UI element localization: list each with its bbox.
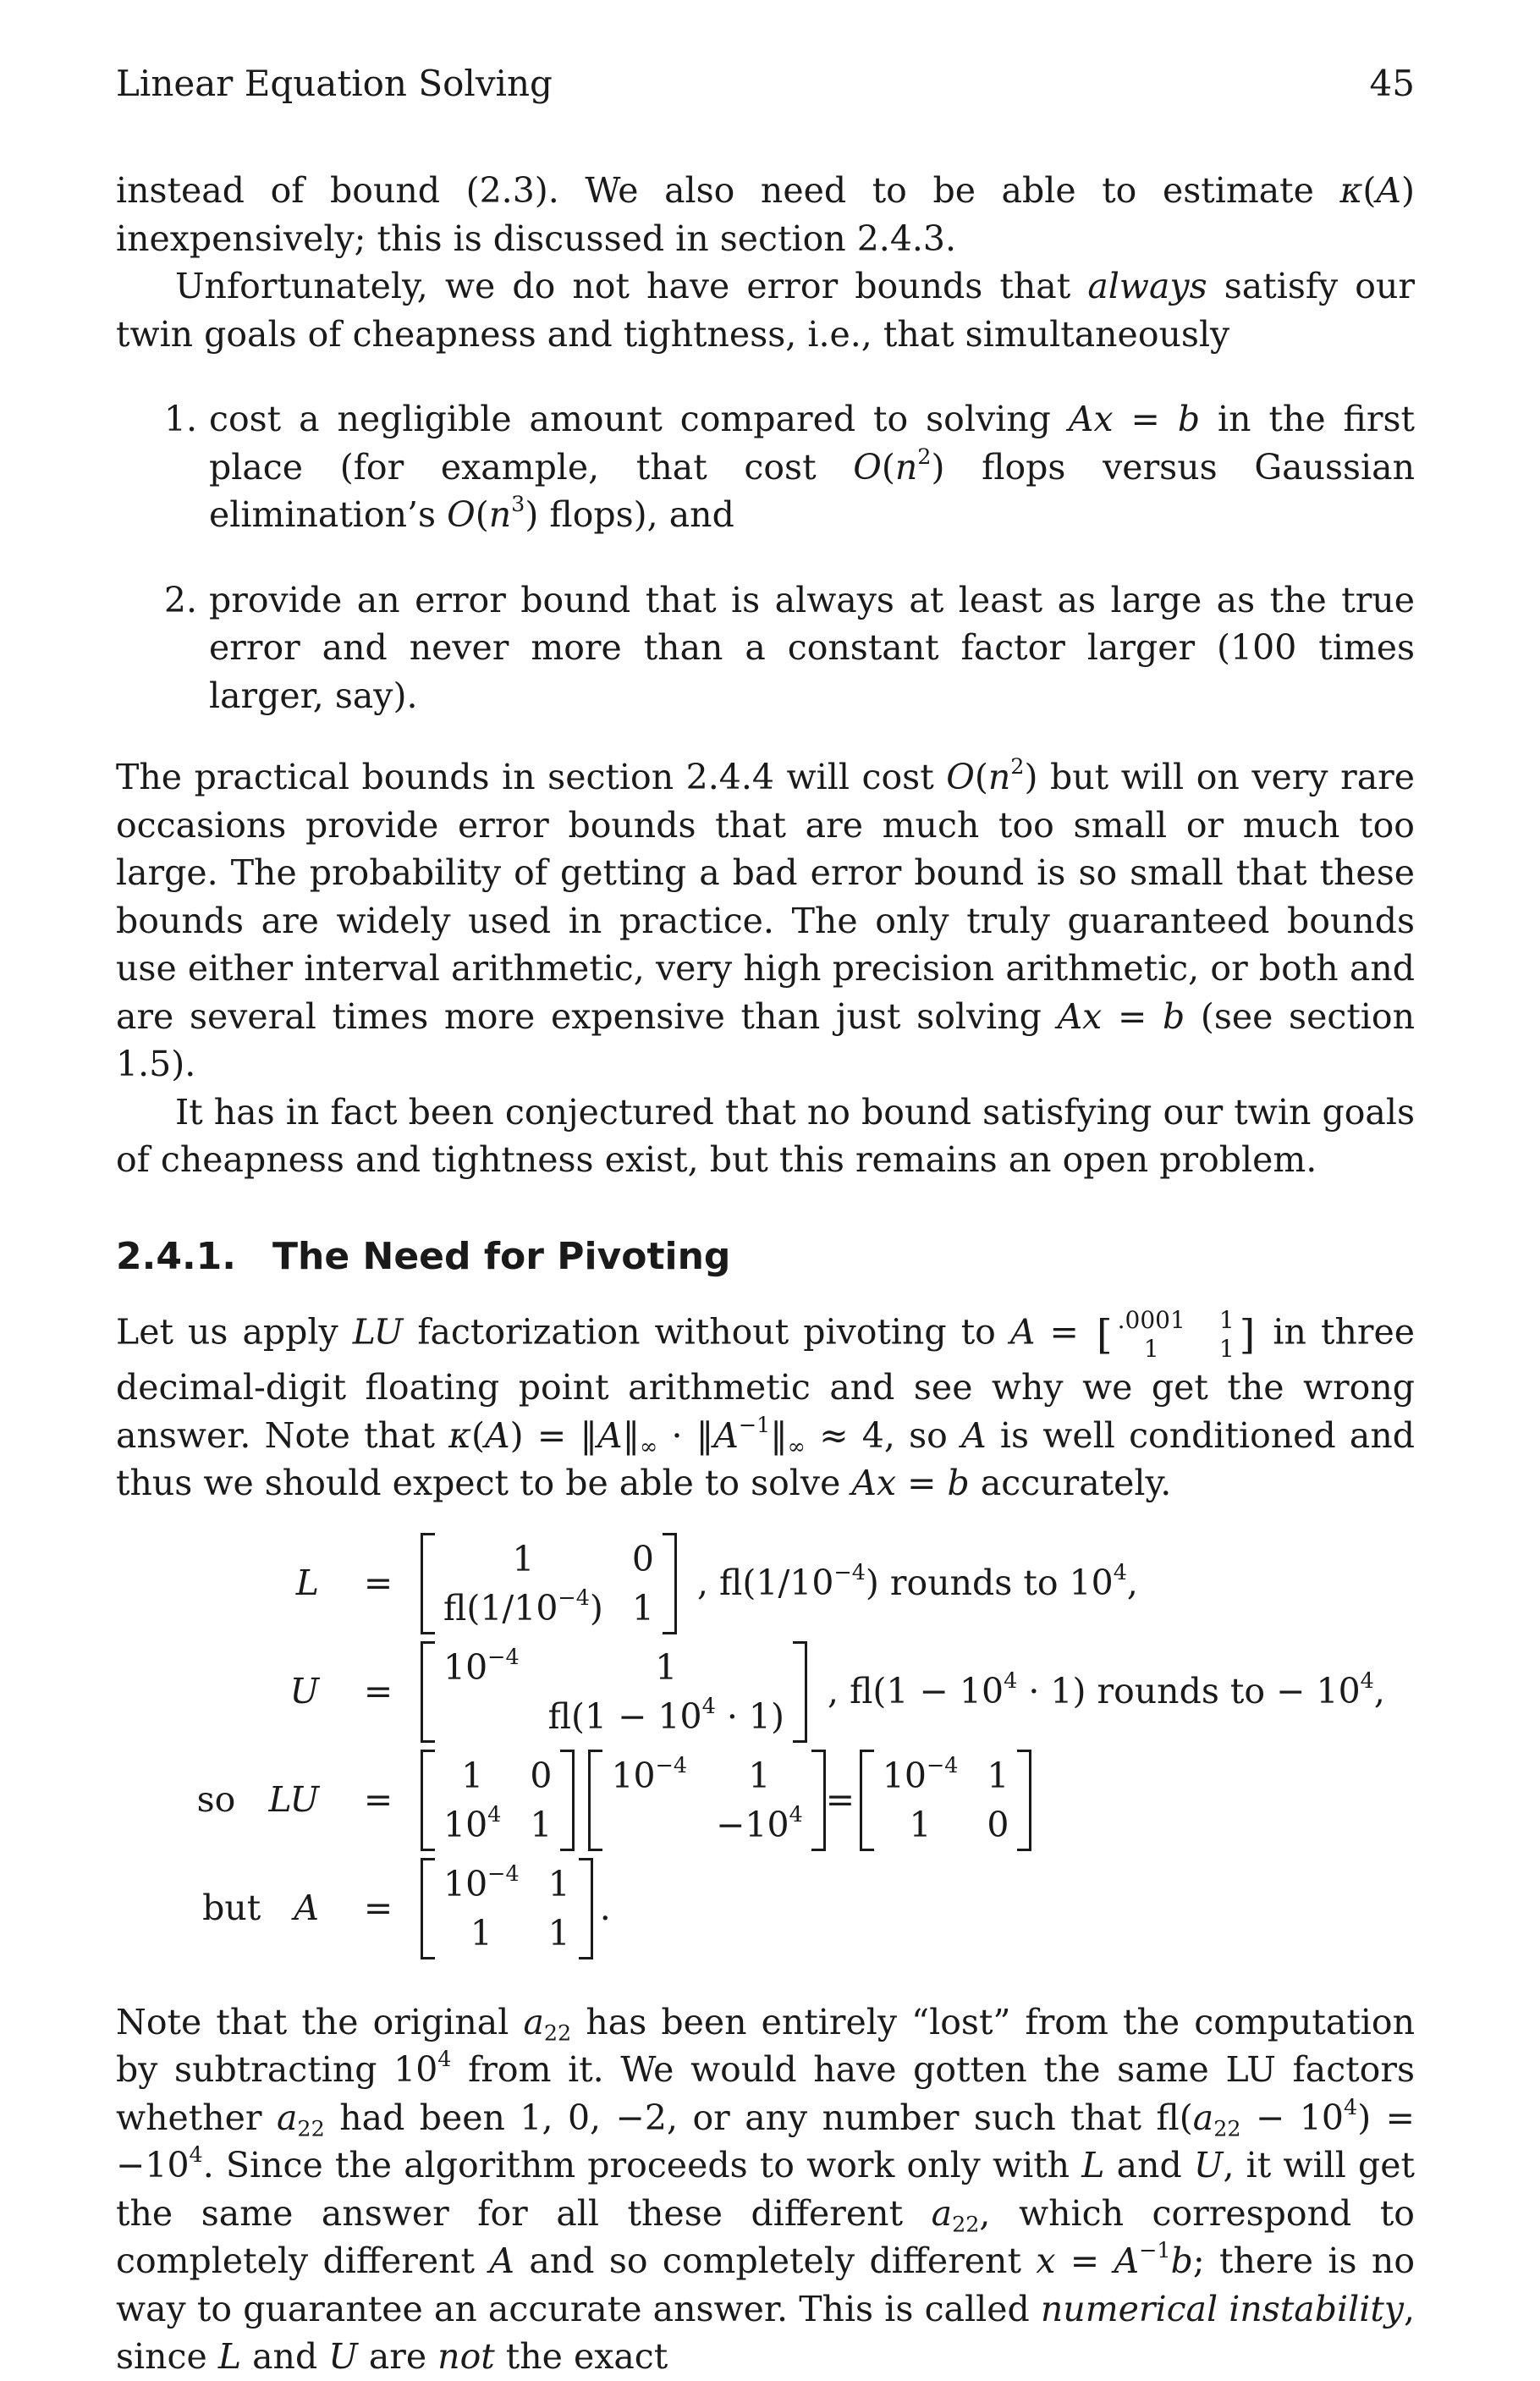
matrix-LU-product: $10^{-4}$ 1 1 0 [860,1750,1032,1851]
list-item: 2. provide an error bound that is always at least as large as the true error and never more than a constant factor larger (100 times larger, say). [163,579,1415,716]
lu-display-equations [116,1533,1415,1973]
matrix-A: $10^{-4}$ 1 1 1 [421,1858,593,1959]
page-body [116,167,1415,2381]
paragraph-2: Unfortunately, we do not have error bounds that always satisfy our twin goals of cheapness and tightness, i.e., that simultaneously [116,266,1415,355]
inline-matrix: [ .0001 1 1 1 ] [1096,1306,1256,1363]
section-number: 2.4.1. [116,1234,236,1278]
equation-LU: so LU = 1 0 $10^4$ 1 $10^{-4}$ 1 $-10^4$ = $10^{-4}$ 1 1 0 [116,1750,1031,1851]
running-header [116,58,1415,108]
header-title: Linear Equation Solving [116,62,553,104]
paragraph-5: Let us apply LU factorization without pivoting to A = [ .0001 1 1 1 ] in three decimal-digit floating point arithmetic and see why we get the wrong answer. Note that $\kappa(A) = ‖A‖_\infty$ · $‖A^{-1}‖_\infty \approx 4$, so A is well conditioned and thus we should expect to be able to solve Ax = b accurately. [116,1306,1416,1503]
paragraph-3: The practical bounds in section 2.4.4 will cost $O(n^2)$ but will on very rare occasions provide error bounds that are much too small or much too large. The probability of getting a bad error bound is so small that these bounds are widely used in practice. The only truly guaranteed bounds use either interval arithmetic, very high precision arithmetic, or both and are several times more expensive than just solving Ax = b (see section 1.5). [116,753,1416,1084]
matrix-L-rounded: 1 0 $10^4$ 1 [421,1750,575,1851]
paragraph-4: It has in fact been conjectured that no bound satisfying our twin goals of cheapness and tightness exist, but this remains an open problem. [116,1091,1415,1180]
matrix-U-rounded: $10^{-4}$ 1 $-10^4$ [588,1750,825,1851]
section-heading [116,1233,1415,1281]
list-item: 1. cost a negligible amount compared to solving Ax = b in the first place (for example, that cost $O(n^2)$ flops versus Gaussian elimination’s $O(n^3)$ flops), and [163,399,1416,535]
paragraph-1: instead of bound (2.3). We also need to be able to estimate κ(A) inexpensively; this is discussed in section 2.4.3. [116,170,1415,259]
equation-A: but A = $10^{-4}$ 1 1 1 . [116,1858,611,1959]
rounding-note-U: , $fl(1 - 10^4 \cdot 1)$ rounds to − $10^4$, [828,1667,1385,1712]
equation-U: U = $10^{-4}$ 1 $fl(1 - 10^4 \cdot 1)$ , $fl(1 - 10^4 \cdot 1)$ rounds to − $10^4$, [116,1641,1385,1743]
matrix-L: 1 0 $fl(1/10^{-4})$ 1 [421,1533,677,1634]
goals-list [116,395,1415,719]
equation-L: L = 1 0 $fl(1/10^{-4})$ 1 , $fl(1/10^{-4})$ rounds to $10^4$, [116,1533,1138,1634]
paragraph-6: Note that the original $a_{22}$ has been entirely “lost” from the computation by subtracting $10^4$ from it. We would have gotten the same LU factors whether $a_{22}$ had been 1, 0, −2, or any number such that $fl(a_{22} - 10^4) = -10^4$. Since the algorithm proceeds to work only with L and U, it will get the same answer for all these different $a_{22}$, which correspond to completely different A and so completely different $x = A^{-1}b$; there is no way to guarantee an accurate answer. This is called numerical instability, since L and U are not the exact [116,2001,1416,2377]
page-number: 45 [1369,62,1415,104]
rounding-note-L: , $fl(1/10^{-4})$ rounds to $10^4$, [696,1559,1138,1604]
section-title: The Need for Pivoting [272,1234,731,1278]
matrix-U: $10^{-4}$ 1 $fl(1 - 10^4 \cdot 1)$ [421,1641,807,1743]
